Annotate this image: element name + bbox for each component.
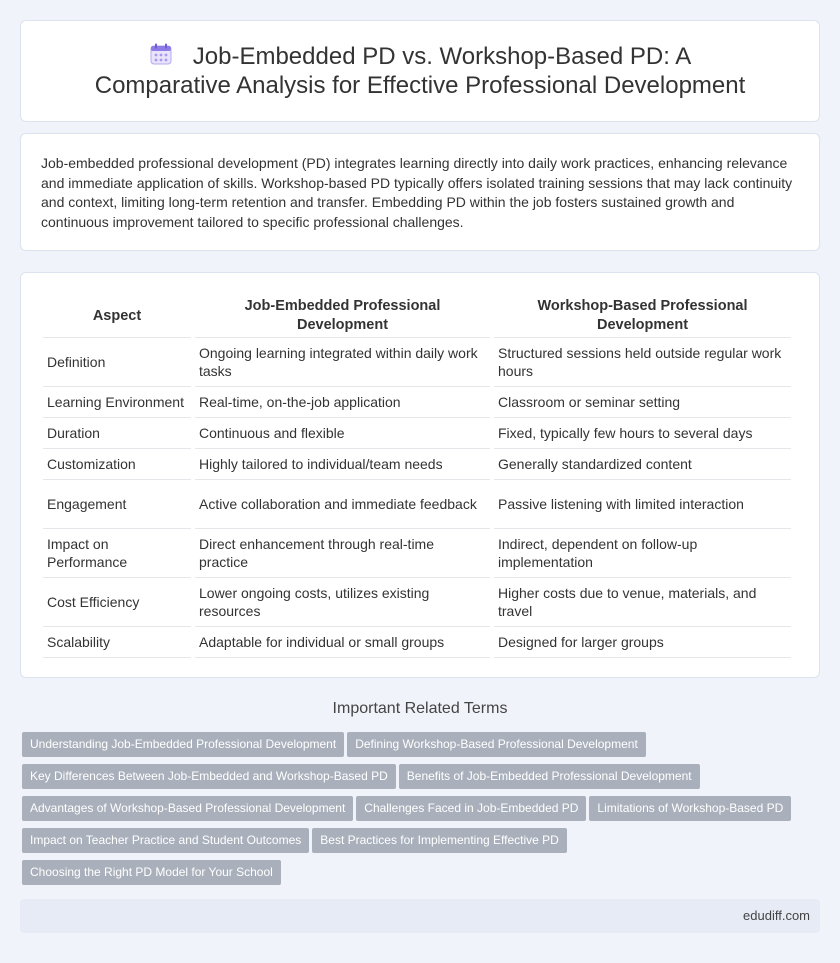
- cell-job-embedded: Adaptable for individual or small groups: [195, 627, 490, 658]
- cell-aspect: Definition: [43, 338, 191, 387]
- title-card: [20, 20, 820, 122]
- cell-job-embedded: Lower ongoing costs, utilizes existing resources: [195, 578, 490, 627]
- page-title-text: Job-Embedded PD vs. Workshop-Based PD: A Comparative Analysis for Effective Professional Development: [94, 43, 746, 99]
- intro-paragraph: Job-embedded professional development (PD) integrates learning directly into daily work practices, enhancing relevance and immediate application of skills. Workshop-based PD typically offers isolated training sessions that may lack continuity and context, limiting long-term retention and transfer. Embedding PD within the job fosters sustained growth and continuous improvement tailored to specific professional challenges.: [41, 155, 793, 230]
- cell-workshop-based: Classroom or seminar setting: [494, 387, 791, 418]
- related-terms-title: Important Related Terms: [332, 700, 508, 717]
- footer-site-link[interactable]: edudiff.com: [743, 908, 810, 923]
- cell-workshop-based: Fixed, typically few hours to several days: [494, 418, 791, 449]
- related-term-tag[interactable]: Challenges Faced in Job-Embedded PD: [356, 796, 586, 821]
- related-term-tag[interactable]: Advantages of Workshop-Based Professional Development: [22, 796, 353, 821]
- table-row: [43, 529, 791, 578]
- header-workshop-based: Workshop-Based Professional Development: [494, 295, 791, 338]
- cell-workshop-based: Higher costs due to venue, materials, and travel: [494, 578, 791, 627]
- cell-job-embedded: Direct enhancement through real-time practice: [195, 529, 490, 578]
- cell-workshop-based: Indirect, dependent on follow-up implementation: [494, 529, 791, 578]
- cell-job-embedded: Active collaboration and immediate feedback: [195, 480, 490, 529]
- intro-card: [20, 133, 820, 251]
- comparison-table: [39, 295, 795, 658]
- table-row: [43, 578, 791, 627]
- page-title: [80, 42, 760, 100]
- related-term-tag[interactable]: Benefits of Job-Embedded Professional Development: [399, 764, 700, 789]
- cell-aspect: Learning Environment: [43, 387, 191, 418]
- related-term-tag[interactable]: Impact on Teacher Practice and Student Outcomes: [22, 828, 309, 853]
- header-aspect: Aspect: [43, 295, 191, 338]
- cell-workshop-based: Passive listening with limited interaction: [494, 480, 791, 529]
- title-wrap: [80, 42, 760, 100]
- cell-workshop-based: Structured sessions held outside regular work hours: [494, 338, 791, 387]
- related-term-tag[interactable]: Key Differences Between Job-Embedded and Workshop-Based PD: [22, 764, 396, 789]
- cell-workshop-based: Generally standardized content: [494, 449, 791, 480]
- cell-job-embedded: Highly tailored to individual/team needs: [195, 449, 490, 480]
- cell-aspect: Impact on Performance: [43, 529, 191, 578]
- related-term-tag[interactable]: Limitations of Workshop-Based PD: [589, 796, 791, 821]
- table-row: [43, 338, 791, 387]
- related-terms-list: [22, 732, 822, 892]
- cell-job-embedded: Ongoing learning integrated within daily work tasks: [195, 338, 490, 387]
- table-row: [43, 418, 791, 449]
- cell-aspect: Scalability: [43, 627, 191, 658]
- cell-aspect: Cost Efficiency: [43, 578, 191, 627]
- related-term-tag[interactable]: Best Practices for Implementing Effective PD: [312, 828, 567, 853]
- cell-aspect: Customization: [43, 449, 191, 480]
- related-term-tag[interactable]: Defining Workshop-Based Professional Development: [347, 732, 646, 757]
- cell-workshop-based: Designed for larger groups: [494, 627, 791, 658]
- table-row: [43, 480, 791, 529]
- table-row: [43, 449, 791, 480]
- table-row: [43, 387, 791, 418]
- header-job-embedded: Job-Embedded Professional Development: [195, 295, 490, 338]
- table-row: [43, 627, 791, 658]
- footer: [20, 899, 820, 933]
- cell-aspect: Duration: [43, 418, 191, 449]
- calendar-icon: [149, 42, 173, 66]
- comparison-card: [20, 272, 820, 678]
- cell-job-embedded: Continuous and flexible: [195, 418, 490, 449]
- table-header-row: [43, 295, 791, 338]
- related-term-tag[interactable]: Choosing the Right PD Model for Your School: [22, 860, 281, 885]
- related-term-tag[interactable]: Understanding Job-Embedded Professional Development: [22, 732, 344, 757]
- cell-aspect: Engagement: [43, 480, 191, 529]
- cell-job-embedded: Real-time, on-the-job application: [195, 387, 490, 418]
